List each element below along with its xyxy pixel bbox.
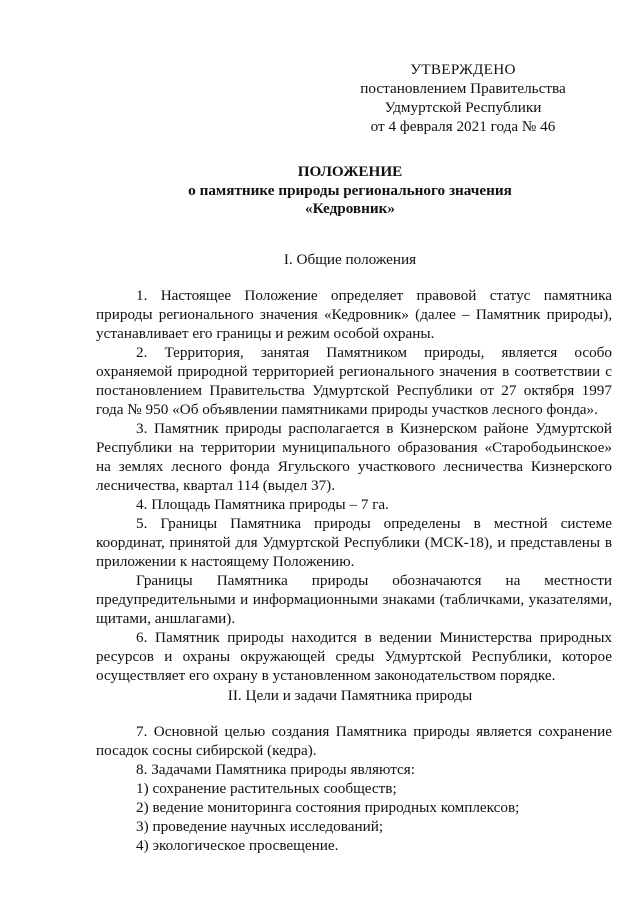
approval-line: от 4 февраля 2021 года № 46 (370, 118, 556, 135)
paragraph: 7. Основной целью создания Памятника природы является сохранение посадок сосны сибирской (кедра). (96, 723, 612, 759)
list-item: 3) проведение научных исследований; (136, 818, 384, 835)
paragraph: 3. Памятник природы располагается в Кизнерском районе Удмуртской Республики на территории муниципального образования «Старободьинское» на землях лесного фонда Ягульского участкового лесничества Кизнерского лесничества, квартал 114 (выдел 37). (96, 420, 612, 494)
approval-line: Удмуртской Республики (384, 99, 542, 116)
paragraph: 4. Площадь Памятника природы – 7 га. (136, 496, 389, 513)
list-item: 4) экологическое просвещение. (136, 837, 339, 854)
paragraph: 5. Границы Памятника природы определены в местной системе координат, принятой для Удмуртской Республики (МСК-18), и представлены в приложении к настоящему Положению. (96, 515, 612, 570)
section-1-body (96, 286, 612, 685)
approval-heading: УТВЕРЖДЕНО (410, 61, 516, 78)
paragraph: 2. Территория, занятая Памятником природы, является особо охраняемой природной территорией регионального значения в соответствии с постановлением Правительства Удмуртской Республики от 27 октября 1997 года № 950 «Об объявлении памятниками природы участков лесного фонда». (96, 344, 612, 418)
paragraph: 8. Задачами Памятника природы являются: (136, 761, 415, 778)
approval-stamp (330, 60, 596, 136)
approval-line: постановлением Правительства (360, 80, 566, 97)
paragraph: 1. Настоящее Положение определяет правовой статус памятника природы регионального значения «Кедровник» (далее – Памятник природы), устанавливает его границы и режим особой охраны. (96, 287, 612, 342)
section-2-heading: II. Цели и задачи Памятника природы (227, 687, 473, 704)
title-name: «Кедровник» (305, 200, 395, 217)
title-heading: ПОЛОЖЕНИЕ (297, 163, 403, 180)
paragraph: Границы Памятника природы обозначаются на местности предупредительными и информационными знаками (табличками, указателями, щитами, аншлагами). (96, 572, 612, 627)
paragraph: 6. Памятник природы находится в ведении Министерства природных ресурсов и охраны окружающей среды Удмуртской Республики, которое осуществляет его охрану в установленном законодательством порядке. (96, 629, 612, 684)
title-subject: о памятнике природы регионального значения (188, 181, 512, 199)
section-2-body (96, 722, 612, 855)
section-1-heading: I. Общие положения (283, 251, 417, 268)
list-item: 2) ведение мониторинга состояния природных комплексов; (136, 799, 520, 816)
list-item: 1) сохранение растительных сообществ; (136, 780, 397, 797)
document-title (90, 163, 610, 219)
